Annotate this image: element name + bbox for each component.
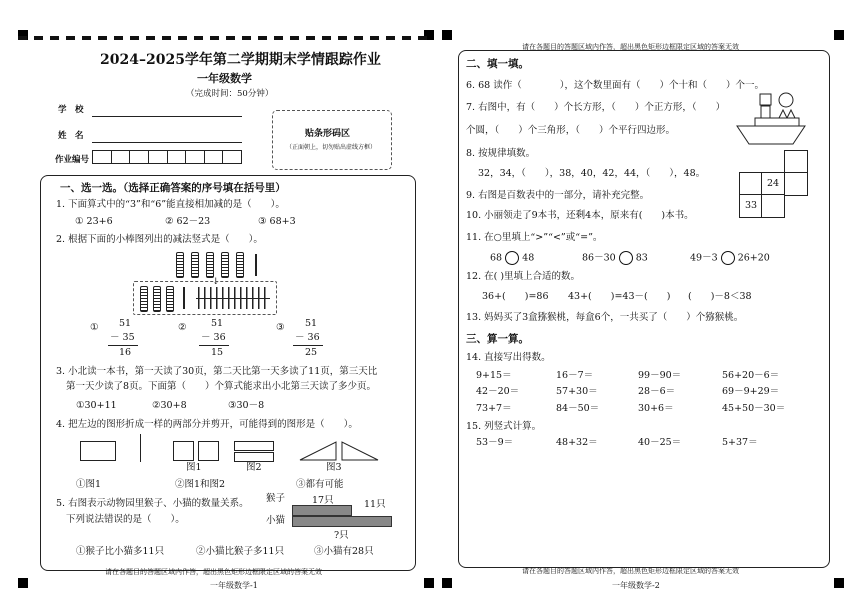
calc[interactable]: 99－90＝ <box>638 370 682 381</box>
fig1-right-shape <box>198 441 219 461</box>
vertical-calc[interactable]: 53－9＝ <box>476 437 514 448</box>
bundle-icon <box>166 286 174 312</box>
notice-right-bottom: 请在各题目的答题区域内作答，超出黑色矩形边框限定区域的答案无效 <box>522 567 739 575</box>
fig2-bottom-shape <box>234 452 274 462</box>
calc[interactable]: 28－6＝ <box>638 386 676 397</box>
q4: 4. 把左边的图形折成一样的两部分并剪开，可能得到的图形是（ ）。 <box>56 419 358 430</box>
q2-option-2-top: 51 <box>211 318 224 329</box>
q4-option-1[interactable]: ①图1 <box>76 479 102 490</box>
q2-option-1-top: 51 <box>119 318 132 329</box>
chart-cell-24: 24 <box>761 172 785 196</box>
q15: 15. 列竖式计算。 <box>466 421 542 432</box>
corner-mark <box>442 578 452 588</box>
notice-left: 请在各题目的答题区域内作答，超出黑色矩形边框限定区域的答案无效 <box>105 568 322 576</box>
q1-option-2[interactable]: ② 62－23 <box>165 216 211 227</box>
cat-bar <box>292 516 392 527</box>
monkey-value: 17只 <box>312 495 334 506</box>
q2-option-2-result: 15 <box>211 347 224 358</box>
q12-item-1[interactable]: 36+( )=86 <box>482 291 549 302</box>
q3-option-3[interactable]: ③30－8 <box>228 400 265 411</box>
calc[interactable]: 73+7＝ <box>476 403 512 414</box>
corner-mark <box>18 578 28 588</box>
q11-item-2: 86－30 83 <box>582 252 648 264</box>
barcode-note: （正面朝上，切勿贴出虚线方框） <box>286 144 377 151</box>
q9: 9. 右图是百数表中的一部分，请补充完整。 <box>466 190 650 201</box>
chart-cell[interactable] <box>739 172 763 196</box>
notice-right-top: 请在各题目的答题区域内作答，超出黑色矩形边框限定区域的答案无效 <box>522 43 739 51</box>
q5-line1: 5. 右图表示动物园里猴子、小猫的数量关系。 <box>56 498 249 509</box>
q2-option-1-sub: － 35 <box>110 332 135 343</box>
homework-no-boxes[interactable] <box>92 150 242 164</box>
bundle-icon <box>140 286 148 312</box>
arrow-down-icon: ↓ <box>212 277 220 287</box>
fig2-label: 图2 <box>246 462 262 473</box>
barcode-area <box>272 110 392 170</box>
q4-option-2[interactable]: ②图1和图2 <box>175 479 226 490</box>
corner-mark <box>442 30 452 40</box>
q8-sequence: 32，34，（ ），38，40，42，44，（ ），48。 <box>478 168 706 179</box>
calc[interactable]: 57+30＝ <box>556 386 598 397</box>
q6: 6. 68 读作（ ），这个数里面有（ ）个十和（ ）个一。 <box>466 80 764 91</box>
subject-title: 一年级数学 <box>197 72 252 85</box>
boat-figure <box>735 92 807 150</box>
section2-title: 二、填一填。 <box>466 58 529 70</box>
q5-option-1[interactable]: ①猴子比小猫多11只 <box>76 546 165 557</box>
vertical-calc[interactable]: 48+32＝ <box>556 437 598 448</box>
fig2-top-shape <box>234 441 274 451</box>
cross-line <box>196 298 270 299</box>
q13: 13. 妈妈买了3盒猕猴桃，每盒6个，一共买了（ ）个猕猴桃。 <box>466 312 744 323</box>
q2-option-1-result: 16 <box>119 347 132 358</box>
q11: 11. 在○里填上“>”“<”或“=”。 <box>466 232 603 243</box>
fig1-left-shape <box>173 441 194 461</box>
homework-no-label: 作业编号 <box>55 155 90 165</box>
q12-item-3[interactable]: ( )－8＜38 <box>688 291 752 302</box>
exam-title: 2024–2025学年第二学期期末学情跟踪作业 <box>100 52 381 68</box>
q2-option-1-line <box>108 345 138 346</box>
q11-item-3: 49－3 26+20 <box>690 252 770 264</box>
time-limit: （完成时间：50分钟） <box>186 89 274 99</box>
name-field[interactable] <box>92 142 242 143</box>
compare-circle[interactable] <box>619 251 633 265</box>
q5-option-3[interactable]: ③小猫有28只 <box>314 546 374 557</box>
cat-label: 小猫 <box>266 515 286 526</box>
chart-cell[interactable] <box>784 150 808 174</box>
q5-line2: 下列说法错误的是（ ）。 <box>66 514 185 525</box>
calc[interactable]: 84－50＝ <box>556 403 600 414</box>
q2-option-3-sub: － 36 <box>295 332 320 343</box>
name-label: 姓 名 <box>58 131 84 141</box>
q3-line2: 第一天少读了8页。下面第（ ）个算式能求出小北第三天读了多少页。 <box>66 381 377 392</box>
q2-option-2-num[interactable]: ② <box>178 322 187 333</box>
q3-option-1[interactable]: ①30+11 <box>76 400 117 411</box>
calc[interactable]: 56+20－6＝ <box>722 370 780 381</box>
q2-option-2-line <box>199 345 229 346</box>
chart-cell[interactable] <box>761 194 785 218</box>
calc[interactable]: 45+50－30＝ <box>722 403 786 414</box>
q10: 10. 小丽领走了9本书，还剩4本，原来有( )本书。 <box>466 210 694 221</box>
corner-mark <box>834 578 844 588</box>
school-field[interactable] <box>92 116 242 117</box>
diff-value: 11只 <box>364 499 386 510</box>
divider <box>140 434 141 462</box>
stick-icon <box>183 287 185 309</box>
calc[interactable]: 69－9+29＝ <box>722 386 780 397</box>
footer-left: 一年级数学-1 <box>210 581 258 590</box>
q4-option-3[interactable]: ③都有可能 <box>296 479 344 490</box>
fig3-label: 图3 <box>326 462 342 473</box>
chart-cell[interactable] <box>784 172 808 196</box>
q1-option-1[interactable]: ① 23+6 <box>75 216 113 227</box>
fig1-label: 图1 <box>186 462 202 473</box>
q2-option-3-top: 51 <box>305 318 318 329</box>
q12: 12. 在( )里填上合适的数。 <box>466 271 581 282</box>
q3-line1: 3. 小北读一本书，第一天读了30页，第二天比第一天多读了11页，第三天比 <box>56 366 378 377</box>
section1-title: 一、选一选。（选择正确答案的序号填在括号里） <box>60 182 286 194</box>
vertical-calc[interactable]: 40－25＝ <box>638 437 682 448</box>
section3-title: 三、算一算。 <box>466 333 529 345</box>
vertical-calc[interactable]: 5+37＝ <box>722 437 758 448</box>
q7-line2: 个圆，（ ）个三角形，（ ）个平行四边形。 <box>466 125 676 136</box>
q7-line1: 7. 右图中，有（ ）个长方形，（ ）个正方形，（ ） <box>466 102 726 113</box>
q3-option-2[interactable]: ②30+8 <box>152 400 187 411</box>
corner-mark <box>834 30 844 40</box>
q2-option-1-num[interactable]: ① <box>90 322 99 333</box>
q2-option-3-line <box>293 345 323 346</box>
barcode-label: 贴条形码区 <box>305 129 351 139</box>
q2-option-3-num[interactable]: ③ <box>276 322 285 333</box>
compare-circle[interactable] <box>721 251 735 265</box>
calc[interactable]: 42－20＝ <box>476 386 520 397</box>
fig3-triangles <box>298 440 382 462</box>
dashed-border <box>18 36 433 40</box>
bundle-icon <box>153 286 161 312</box>
q2-option-2-sub: － 36 <box>201 332 226 343</box>
q11-item-1: 68 48 <box>490 252 535 264</box>
calc[interactable]: 9+15＝ <box>476 370 512 381</box>
q12-item-2[interactable]: 43+( )=43－( ) <box>568 291 671 302</box>
cat-unknown: ?只 <box>334 530 349 541</box>
q1: 1. 下面算式中的“3”和“6”能直接相加减的是（ ）。 <box>56 199 285 210</box>
school-label: 学 校 <box>58 105 84 115</box>
q8: 8. 按规律填数。 <box>466 148 536 159</box>
calc[interactable]: 30+6＝ <box>638 403 674 414</box>
q1-option-3[interactable]: ③ 68+3 <box>258 216 296 227</box>
footer-right: 一年级数学-2 <box>612 581 660 590</box>
q14: 14. 直接写出得数。 <box>466 352 551 363</box>
monkey-label: 猴子 <box>266 493 286 504</box>
compare-circle[interactable] <box>505 251 519 265</box>
q2-option-3-result: 25 <box>305 347 318 358</box>
q5-option-2[interactable]: ②小猫比猴子多11只 <box>196 546 285 557</box>
corner-mark <box>424 578 434 588</box>
q2: 2. 根据下面的小棒图列出的减法竖式是（ ）。 <box>56 234 263 245</box>
rectangle-shape <box>80 441 116 461</box>
calc[interactable]: 16－7＝ <box>556 370 594 381</box>
chart-cell-33: 33 <box>739 194 763 218</box>
